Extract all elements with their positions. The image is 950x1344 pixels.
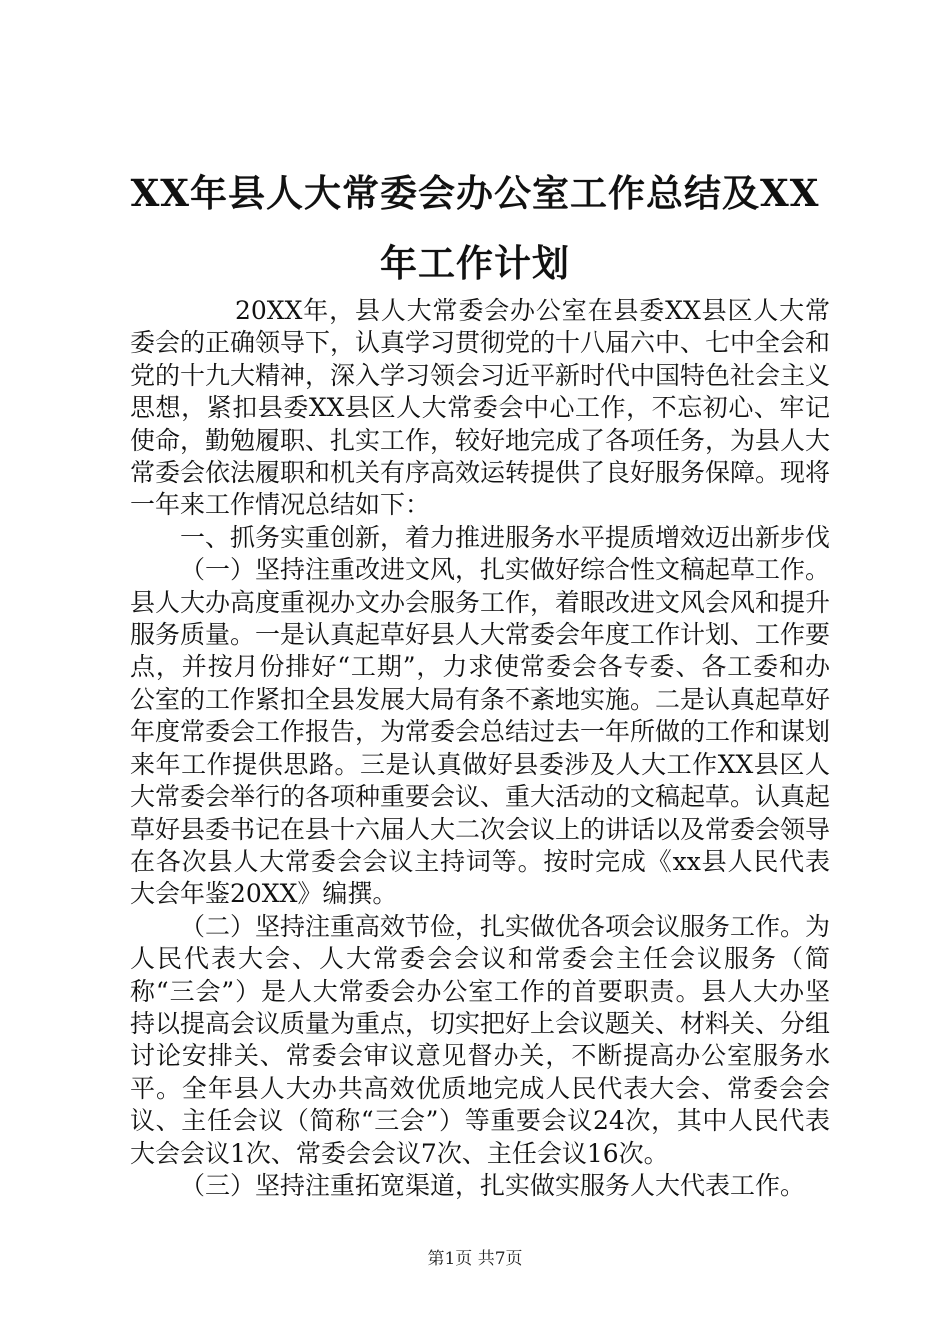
paragraph-subsection-3: （三）坚持注重拓宽渠道，扎实做实服务人大代表工作。	[180, 1170, 806, 1200]
paragraph-subsection-2: （二）坚持注重高效节俭，扎实做优各项会议服务工作。为人民代表大会、人大常委会会议和常委会主任会议服务（简称“三会”）是人大常委会办公室工作的首要职责。县人大办坚持以提高会议质量为重点，切实把好上会议题关、材料关、分组讨论安排关、常委会审议意见督办关，不断提高办公室服务水平。全年县人大办共高效优质地完成人民代表大会、常委会会议、主任会议（简称“三会”）等重要会议24次，其中人民代表大会会议1次、常委会会议7次、主任会议16次。	[130, 911, 831, 1168]
document-title: XX年县人大常委会办公室工作总结及XX年工作计划	[130, 171, 820, 285]
paragraph-subsection-1: （一）坚持注重改进文风，扎实做好综合性文稿起草工作。县人大办高度重视办文办会服务工作，着眼改进文风会风和提升服务质量。一是认真起草好县人大常委会年度工作计划、工作要点，并按月份排好“工期”，力求使常委会各专委、各工委和办公室的工作紧扣全县发展大局有条不紊地实施。二是认真起草好年度常委会工作报告，为常委会总结过去一年所做的工作和谋划来年工作提供思路。三是认真做好县委涉及人大工作XX县区人大常委会举行的各项种重要会议、重大活动的文稿起草。认真起草好县委书记在县十六届人大二次会议上的讲话以及常委会领导在各次县人大常委会会议主持词等。按时完成《xx县人民代表大会年鉴20XX》编撰。	[130, 555, 831, 909]
paragraph-intro: 20XX年，县人大常委会办公室在县委XX县区人大常委会的正确领导下，认真学习贯彻党的十八届六中、七中全会和党的十九大精神，深入学习领会习近平新时代中国特色社会主义思想，紧扣县委XX县区人大常委会中心工作，不忘初心、牢记使命，勤勉履职、扎实工作，较好地完成了各项任务，为县人大常委会依法履职和机关有序高效运转提供了良好服务保障。现将一年来工作情况总结如下：	[130, 296, 831, 520]
document-body	[130, 295, 830, 1202]
section-heading-1: 一、抓务实重创新，着力推进服务水平提质增效迈出新步伐	[180, 522, 831, 552]
page-number-footer: 第1页 共7页	[427, 1249, 523, 1269]
